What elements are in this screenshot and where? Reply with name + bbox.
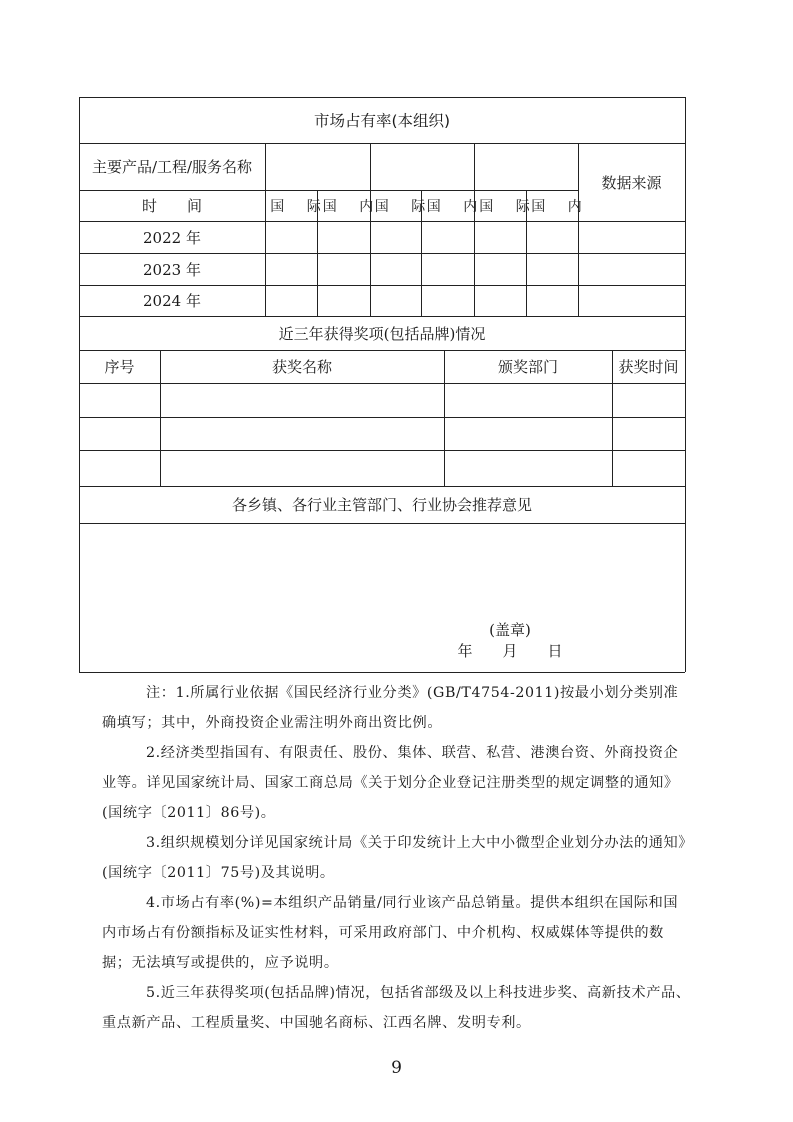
col-header-award-name: 获奖名称 (271, 358, 332, 376)
awards-title: 近三年获得奖项(包括品牌)情况 (278, 324, 486, 343)
sub-col-domestic: 国 内 (531, 198, 591, 215)
note-item: 2.经济类型指国有、有限责任、股份、集体、联营、私营、港澳台资、外商投资企业等。详见国家统计局、国家工商总局《关于划分企业登记注册类型的规定调整的通知》(国统字〔2011〕86号)。 (102, 745, 679, 821)
row-divider (79, 383, 685, 384)
col-divider (370, 143, 371, 316)
col-divider (474, 143, 475, 316)
data-source-label: 数据来源 (601, 173, 662, 192)
table-border-right (685, 97, 686, 672)
table-border-bottom (79, 672, 685, 673)
sub-col-international: 国 际 (270, 198, 330, 215)
date-label: 年 月 日 (457, 641, 563, 660)
year-row-label: 2022 年 (143, 228, 201, 247)
note-item: 4.市场占有率(%)=本组织产品销量/同行业该产品总销量。提供本组织在国际和国内市场占有份额指标及证实性材料，可采用政府部门、中介机构、权威媒体等提供的数据；无法填写或提供的，应予说明。 (102, 895, 679, 971)
col-header-index: 序号 (104, 358, 135, 376)
seal-label: (盖章) (489, 620, 531, 639)
market-share-title: 市场占有率(本组织) (313, 112, 451, 130)
sub-col-international: 国 际 (374, 198, 435, 215)
note-item: 3.组织规模划分详见国家统计局《关于印发统计上大中小微型企业划分办法的通知》(国统字〔2011〕75号)及其说明。 (102, 835, 686, 881)
note-item: 5.近三年获得奖项(包括品牌)情况，包括省部级及以上科技进步奖、高新技术产品、重点新产品、工程质量奖、中国驰名商标、江西名牌、发明专利。 (102, 985, 691, 1031)
product-name-label: 主要产品/工程/服务名称 (91, 158, 253, 176)
time-label: 时 间 (141, 197, 202, 215)
col-header-award-date: 获奖时间 (618, 358, 679, 376)
note-item: 注：1.所属行业依据《国民经济行业分类》(GB/T4754-2011)按最小划分类别准确填写；其中，外商投资企业需注明外商出资比例。 (102, 685, 679, 731)
page-number: 9 (391, 1058, 402, 1078)
notes-section (102, 678, 692, 1038)
recommendation-title: 各乡镇、各行业主管部门、行业协会推荐意见 (231, 496, 532, 514)
year-row-label: 2023 年 (143, 260, 201, 279)
sub-col-domestic: 国 内 (322, 198, 383, 215)
sub-col-domestic: 国 内 (426, 198, 487, 215)
col-divider (265, 143, 266, 316)
row-divider (79, 523, 685, 524)
sub-col-international: 国 际 (479, 198, 539, 215)
row-divider (79, 417, 685, 418)
row-divider (79, 450, 685, 451)
col-header-issuer: 颁奖部门 (497, 358, 558, 376)
year-row-label: 2024 年 (143, 292, 201, 310)
